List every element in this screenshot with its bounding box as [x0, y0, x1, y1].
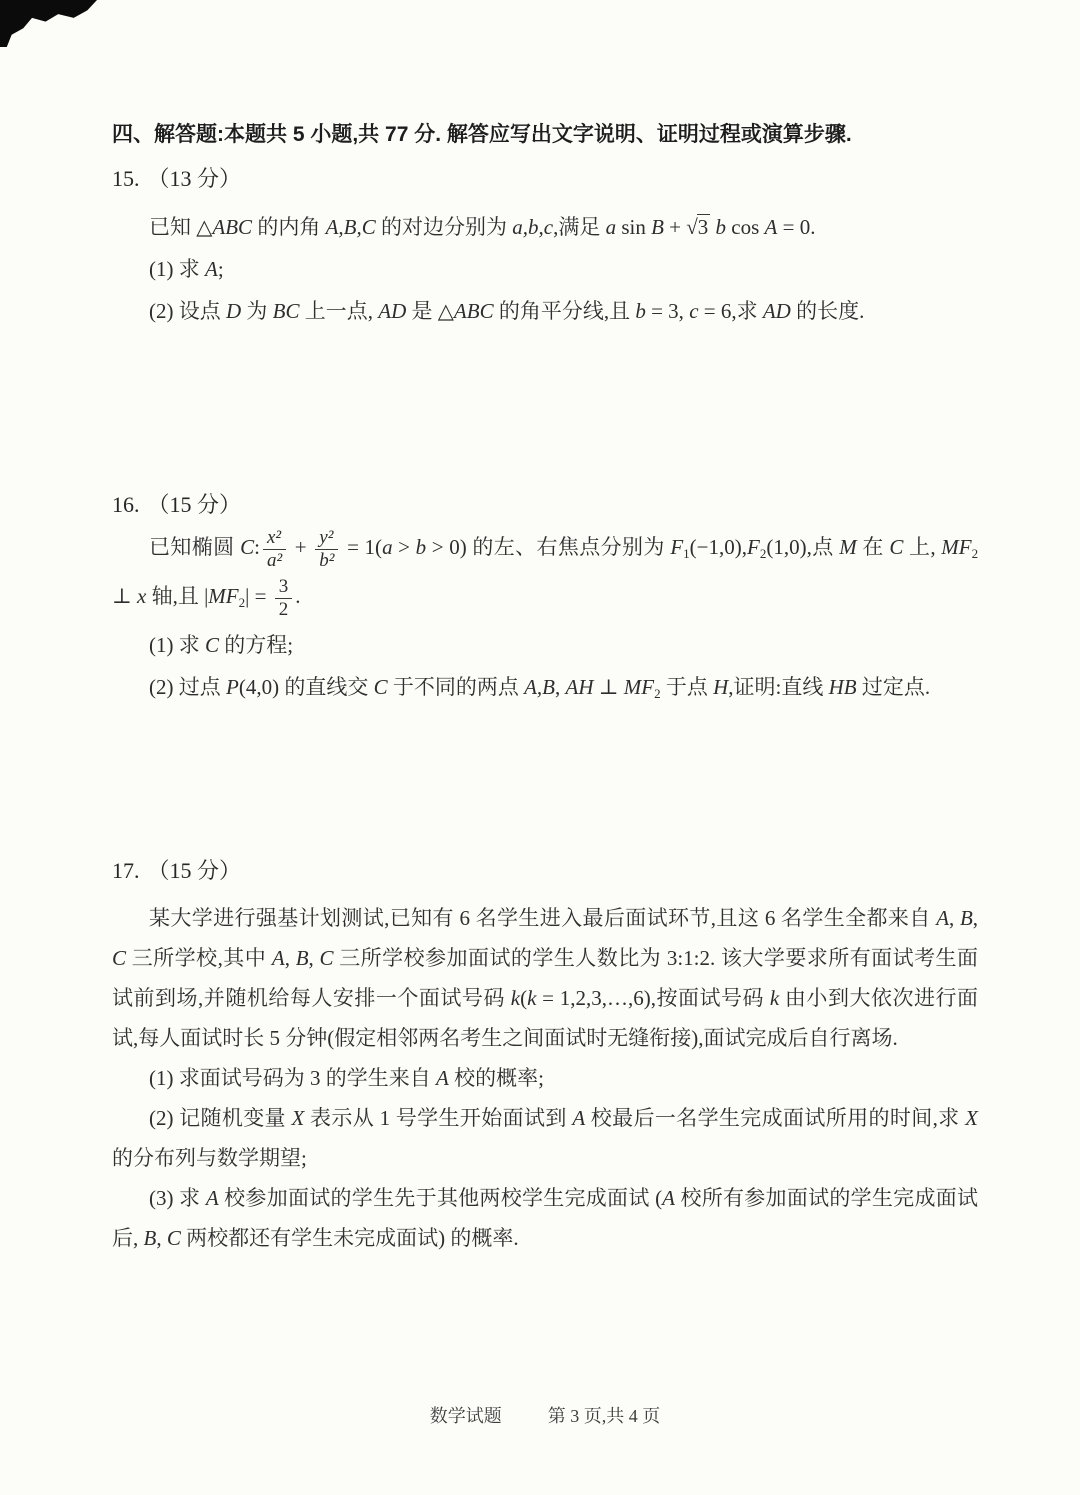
math-variable: B [959, 906, 973, 930]
question-number: 17. [112, 858, 140, 883]
math-variable: F [670, 535, 684, 559]
text-run: = 6, [698, 299, 737, 323]
text-run: 的直线交 [279, 675, 374, 699]
text-run: ( [520, 986, 528, 1010]
question-17 [112, 856, 978, 1258]
math-variable: A,B [524, 675, 555, 699]
text-run: + [663, 215, 687, 239]
text-run: = 1,2,3,…,6) [536, 986, 651, 1010]
math-variable: MF [208, 584, 239, 608]
math-variable: B [295, 946, 309, 970]
math-subscript: 2 [971, 546, 979, 561]
math-variable: k [510, 986, 521, 1010]
footer-doc-title: 数学试题 [429, 1406, 502, 1426]
math-subscript: 2 [238, 595, 246, 610]
text-run: (1,0), [766, 535, 812, 559]
text-run: sin [616, 215, 652, 239]
text-run: 于点 [660, 675, 714, 699]
math-sqrt [686, 215, 710, 239]
text-run: 为 [241, 299, 273, 323]
text-line [112, 938, 978, 978]
text-run: 的对边分别为 [375, 215, 513, 239]
page-footer [112, 1402, 978, 1428]
question-body [112, 898, 978, 1258]
text-run: , [308, 946, 320, 970]
math-variable: F [747, 535, 760, 559]
math-variable: a,b,c [512, 215, 554, 239]
math-variable: C [240, 535, 255, 559]
text-run: 三所学校,其中 [126, 946, 272, 970]
fraction-numerator: y² [319, 527, 334, 549]
fraction-denominator: 2 [275, 598, 293, 620]
text-run: 试,每人面试时长 5 分钟(假定相邻两名考生之间面试时无缝衔接),面试完成后自行离场. [112, 1026, 898, 1050]
math-variable: A [205, 1186, 219, 1210]
footer-page-indicator: 第 3 页,共 4 页 [547, 1406, 661, 1426]
math-variable: A [205, 257, 218, 281]
math-variable: k [769, 986, 780, 1010]
text-run: 校参加面试的学生先于其他两校学生完成面试 ( [218, 1186, 663, 1210]
question-points: （13 分） [147, 166, 242, 191]
text-run: (3) 求 [149, 1186, 206, 1210]
question-number: 16. [112, 492, 140, 517]
math-variable: A [572, 1106, 586, 1130]
text-run: ⊥ [593, 675, 624, 699]
text-run: ,满足 [553, 215, 606, 239]
text-run: , [972, 906, 979, 930]
text-run: 表示从 1 号学生开始面试到 [304, 1106, 573, 1130]
text-line [112, 1098, 978, 1138]
math-variable: A [436, 1066, 449, 1090]
text-run: (1) 求 [149, 257, 205, 281]
math-variable: AD [762, 299, 791, 323]
math-variable: BC [272, 299, 300, 323]
math-fraction [315, 527, 338, 571]
text-line [112, 290, 978, 332]
math-subscript: 2 [654, 686, 661, 701]
text-run: 两校都还有学生未完成面试) 的概率. [180, 1226, 519, 1250]
text-line [112, 575, 978, 624]
text-run: 的长度. [790, 299, 865, 323]
question-head [112, 164, 978, 194]
math-variable: b [415, 535, 427, 559]
math-subscript: 1 [683, 546, 690, 561]
math-variable: k [527, 986, 537, 1010]
math-variable: a [605, 215, 617, 239]
text-run: 由小到大依次进行面 [779, 986, 979, 1010]
math-variable: C [112, 946, 127, 970]
math-variable: P [226, 675, 239, 699]
radicand: 3 [697, 215, 709, 239]
text-run: 已知椭圆 [149, 535, 241, 559]
fraction-numerator: 3 [278, 576, 289, 598]
math-variable: B [143, 1226, 157, 1250]
text-line [112, 1218, 978, 1258]
text-run: = 3, [645, 299, 690, 323]
text-run: 是 △ [406, 299, 454, 323]
question-15 [112, 164, 978, 332]
math-variable: C [205, 633, 220, 657]
scan-artifact-corner [0, 0, 97, 47]
text-run: 已知 △ [149, 215, 213, 239]
math-variable: HB [828, 675, 857, 699]
math-variable: X [965, 1106, 978, 1130]
text-run: . [295, 584, 301, 608]
text-run: (2) 记随机变量 [149, 1106, 292, 1130]
math-variable: a [382, 535, 393, 559]
text-run: (1) 求面试号码为 3 的学生来自 [149, 1066, 436, 1090]
math-variable: c [689, 299, 699, 323]
text-run: 某大学进行强基计划测试,已知有 6 名学生进入最后面试环节,且这 6 名学生全都来自 [149, 906, 937, 930]
text-run: 上一点, [299, 299, 379, 323]
math-variable: H [713, 675, 729, 699]
text-run: 点 [811, 535, 840, 559]
text-run: (2) 过点 [149, 675, 226, 699]
math-fraction [263, 527, 286, 571]
math-variable: D [226, 299, 242, 323]
question-number: 15. [112, 166, 140, 191]
text-line [112, 666, 978, 715]
math-variable: A,B,C [325, 215, 376, 239]
fraction-numerator: x² [266, 527, 282, 549]
radical-sign: √ [686, 215, 698, 239]
text-run: 轴,且 [146, 584, 205, 608]
text-run: | [204, 584, 209, 608]
text-run: 校最后一名学生完成面试所用的时间,求 [585, 1106, 966, 1130]
text-run: 试前到场,并随机给每人安排一个面试号码 [112, 986, 511, 1010]
text-line [112, 1058, 978, 1098]
text-run: = 0. [777, 215, 816, 239]
question-head [112, 856, 978, 886]
text-run: (4,0) [238, 675, 280, 699]
math-variable: AH [565, 675, 594, 699]
text-run: , [156, 1226, 167, 1250]
text-line [112, 898, 978, 938]
text-line [112, 526, 978, 575]
text-run: 的内角 [252, 215, 326, 239]
text-run: 的方程; [219, 633, 294, 657]
math-variable: C [166, 1226, 181, 1250]
math-variable: B [651, 215, 664, 239]
math-variable: C [889, 535, 904, 559]
text-run: (1) 求 [149, 633, 205, 657]
text-run: = 1( [341, 535, 383, 559]
text-run: ⊥ [112, 584, 137, 608]
text-line [112, 248, 978, 290]
text-run: (2) 设点 [149, 299, 226, 323]
question-points: （15 分） [147, 858, 242, 883]
text-line [112, 1018, 978, 1058]
text-run: | = [245, 584, 272, 608]
math-variable: X [291, 1106, 305, 1130]
text-run: 上, [903, 535, 942, 559]
math-variable: MF [623, 675, 655, 699]
question-body [112, 526, 978, 715]
math-variable: A [662, 1186, 675, 1210]
math-subscript: 2 [759, 546, 767, 561]
question-head [112, 490, 978, 520]
math-variable: C [373, 675, 388, 699]
math-variable: ABC [212, 215, 253, 239]
text-run: cos [726, 215, 765, 239]
fraction-denominator: a² [263, 549, 286, 571]
text-run: > 0) [426, 535, 467, 559]
text-run: > [392, 535, 416, 559]
text-run: : [254, 535, 260, 559]
math-variable: C [319, 946, 334, 970]
math-variable: A [764, 215, 778, 239]
section-header: 四、解答题:本题共 5 小题,共 77 分. 解答应写出文字说明、证明过程或演算步骤. [112, 123, 852, 146]
text-run: 三所学校参加面试的学生人数比为 3:1:2. 该大学要求所有面试考生面 [333, 946, 979, 970]
question-points: （15 分） [147, 492, 242, 517]
text-line [112, 1178, 978, 1218]
text-run: 后, [112, 1226, 144, 1250]
text-run: 校的概率; [448, 1066, 544, 1090]
math-variable: A [936, 906, 950, 930]
text-run: + [289, 535, 313, 559]
text-run: 的分布列与数学期望; [112, 1146, 307, 1170]
text-run: 在 [856, 535, 890, 559]
math-variable: M [839, 535, 857, 559]
fraction-denominator: b² [315, 549, 338, 571]
text-run: 过定点. [856, 675, 931, 699]
text-run: 于不同的两点 [387, 675, 525, 699]
question-body [112, 206, 978, 332]
math-variable: ABC [453, 299, 494, 323]
math-variable: A [271, 946, 285, 970]
text-line [112, 978, 978, 1018]
text-run: , [949, 906, 960, 930]
math-fraction [275, 576, 293, 620]
math-variable: x [137, 584, 147, 608]
text-run: 的左、右焦点分别为 [466, 535, 671, 559]
text-run: , [284, 946, 296, 970]
text-line [112, 624, 978, 666]
text-run: (−1,0), [689, 535, 748, 559]
text-line [112, 206, 978, 248]
text-run: ,证明:直线 [728, 675, 829, 699]
math-variable: MF [941, 535, 972, 559]
math-variable: b [710, 215, 727, 239]
text-run: , [555, 675, 566, 699]
text-line [112, 1138, 978, 1178]
text-run: 求 [736, 299, 763, 323]
text-run: 的角平分线,且 [493, 299, 636, 323]
question-16 [112, 490, 978, 715]
text-run: 校所有参加面试的学生完成面试 [674, 1186, 978, 1210]
text-run: ; [217, 257, 224, 281]
math-variable: b [635, 299, 646, 323]
math-variable: AD [378, 299, 407, 323]
text-run: ,按面试号码 [650, 986, 770, 1010]
